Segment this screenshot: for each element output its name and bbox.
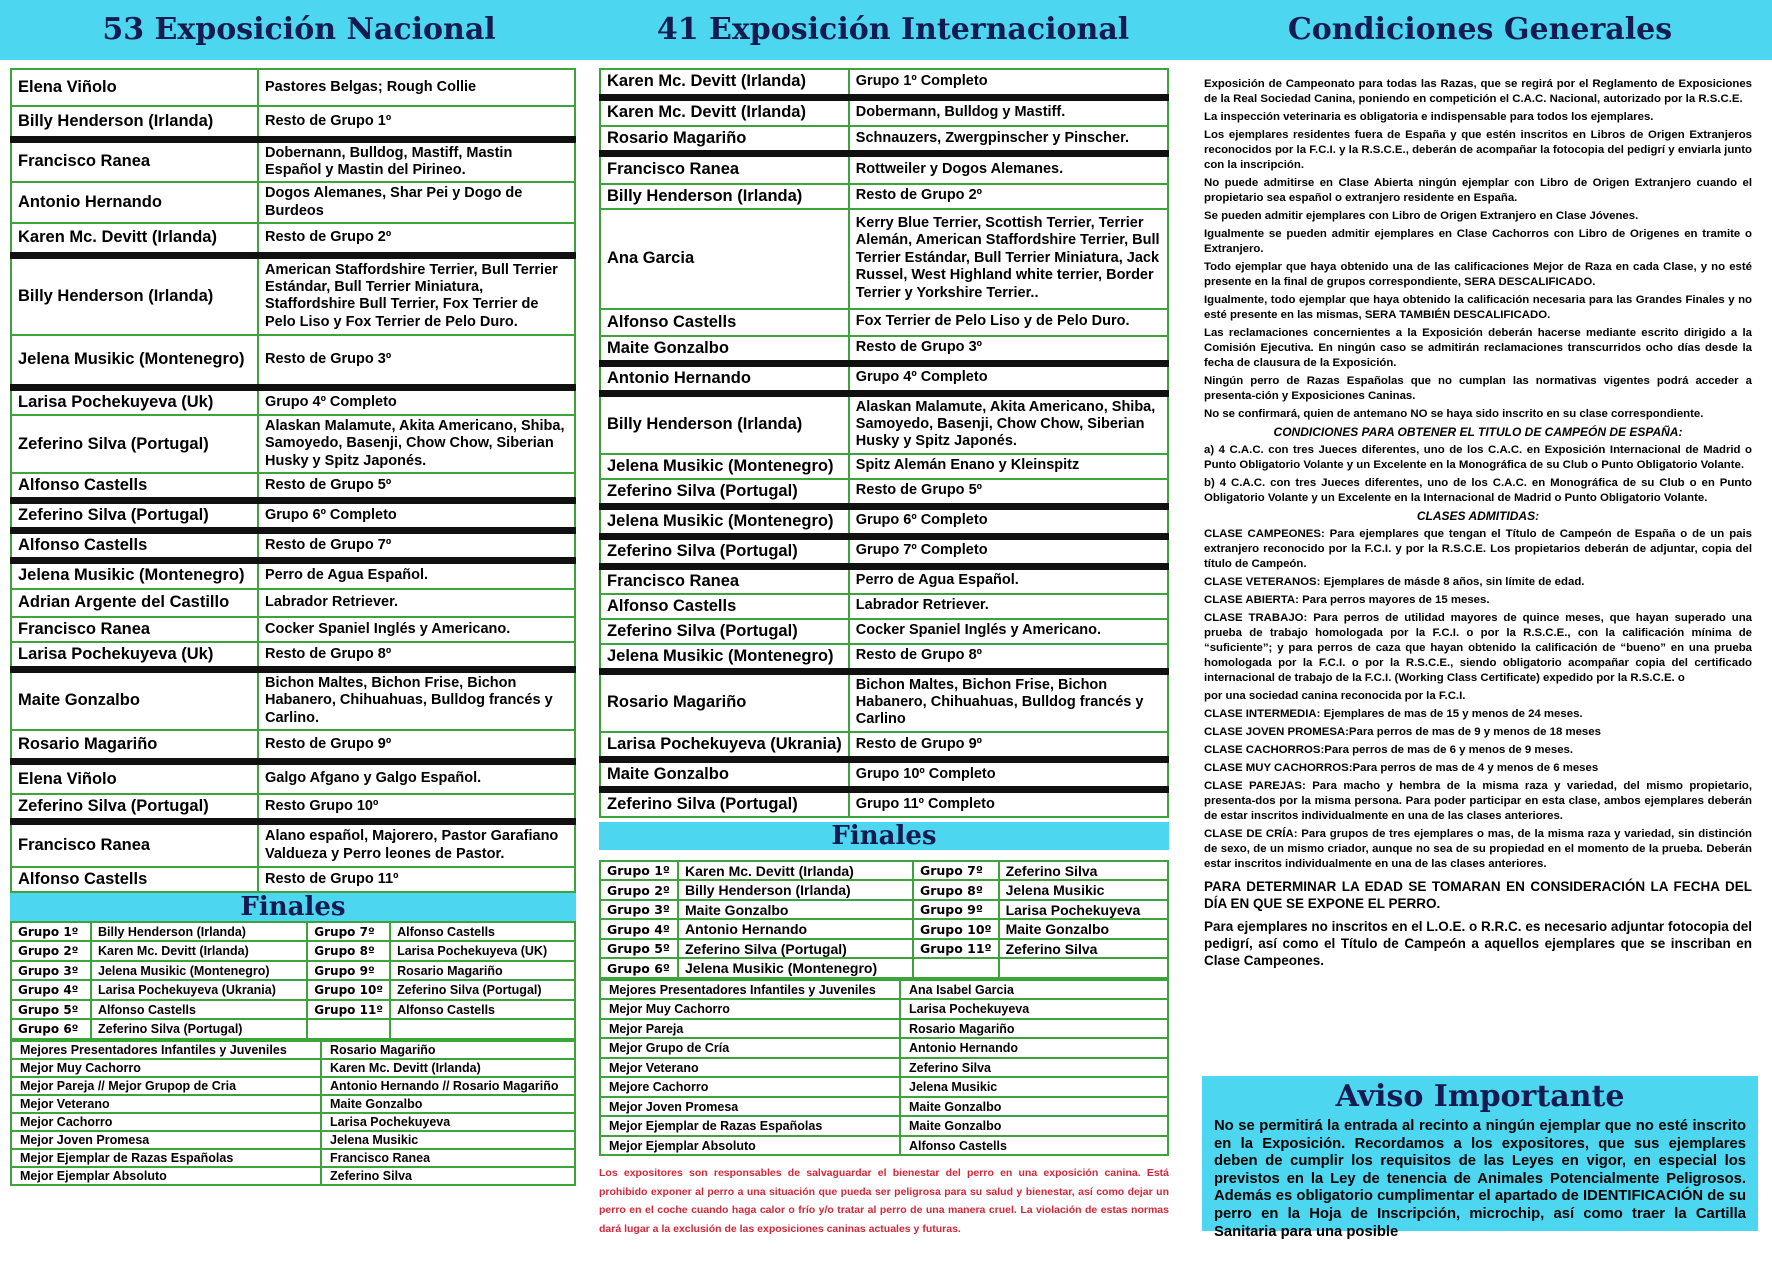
mejor-winner: Maite Gonzalbo [900, 1097, 1168, 1117]
judge-row [11, 415, 575, 473]
judge-row [11, 822, 575, 867]
grupo-winner: Larisa Pochekuyeva [999, 900, 1168, 920]
mejor-category: Mejor Cachorro [11, 1113, 321, 1131]
finales-grupo-row [11, 941, 575, 961]
breed-assignment: Grupo 6º Completo [258, 501, 575, 531]
breed-assignment: Dogos Alemanes, Shar Pei y Dogo de Burdeos [258, 182, 575, 223]
nacional-header [0, 0, 598, 60]
grupo-label [307, 1019, 390, 1039]
judge-name: Jelena Musikic (Montenegro) [11, 335, 258, 387]
judge-name: Zeferino Silva (Portugal) [600, 789, 849, 817]
judge-name: Zeferino Silva (Portugal) [600, 536, 849, 566]
judge-row [600, 566, 1168, 594]
mejor-winner: Zeferino Silva [321, 1167, 575, 1185]
breed-assignment: Resto de Grupo 8º [258, 642, 575, 670]
grupo-label: Grupo 7º [307, 922, 390, 942]
finales-grupo-row [600, 919, 1168, 939]
nacional-column [10, 68, 576, 1186]
grupo-winner: Zeferino Silva (Portugal) [678, 939, 913, 959]
judge-row [600, 789, 1168, 817]
grupo-label: Grupo 11º [307, 1000, 390, 1020]
grupo-winner: Karen Mc. Devitt (Irlanda) [91, 941, 307, 961]
breed-assignment: Perro de Agua Español. [849, 566, 1168, 594]
judge-name: Billy Henderson (Irlanda) [11, 255, 258, 335]
mejor-category: Mejores Presentadores Infantiles y Juveniles [11, 1041, 321, 1059]
mejor-winner: Zeferino Silva [900, 1058, 1168, 1078]
judge-row [11, 182, 575, 223]
breed-assignment: Rottweiler y Dogos Alemanes. [849, 154, 1168, 184]
mejor-row [11, 1131, 575, 1149]
grupo-winner: Maite Gonzalbo [678, 900, 913, 920]
judge-name: Larisa Pochekuyeva (Uk) [11, 387, 258, 415]
grupo-label: Grupo 9º [307, 961, 390, 981]
judge-row [600, 479, 1168, 507]
condition-paragraph: CLASE INTERMEDIA: Ejemplares de mas de 15 y menos de 24 meses. [1204, 708, 1583, 720]
judge-row [600, 594, 1168, 619]
breed-assignment: Resto de Grupo 9º [258, 730, 575, 762]
mejor-category: Mejor Pareja // Mejor Grupop de Cria [11, 1077, 321, 1095]
mejor-winner: Antonio Hernando [900, 1038, 1168, 1058]
breed-assignment: Resto de Grupo 7º [258, 531, 575, 561]
judge-row [600, 671, 1168, 732]
mejor-winner: Jelena Musikic [321, 1131, 575, 1149]
mejor-winner: Antonio Hernando // Rosario Magariño [321, 1077, 575, 1095]
judge-row [600, 393, 1168, 454]
grupo-label: Grupo 5º [600, 939, 678, 959]
breed-assignment: Galgo Afgano y Galgo Español. [258, 762, 575, 794]
grupo-label: Grupo 1º [600, 861, 678, 881]
mejor-category: Mejor Joven Promesa [11, 1131, 321, 1149]
judge-name: Elena Viñolo [11, 762, 258, 794]
condiciones-header [1188, 0, 1772, 60]
condition-paragraph: No puede admitirse en Clase Abierta ningún ejemplar con Libro de Origen Extranjero cuando el propietario sea español o extranjero residente en España. [1204, 177, 1752, 204]
mejor-category: Mejor Veterano [600, 1058, 900, 1078]
judge-name: Billy Henderson (Irlanda) [600, 184, 849, 209]
mejor-category: Mejor Ejemplar de Razas Españolas [11, 1149, 321, 1167]
judge-row [11, 730, 575, 762]
judge-name: Zeferino Silva (Portugal) [600, 619, 849, 644]
grupo-label: Grupo 11º [913, 939, 999, 959]
judge-name: Alfonso Castells [11, 531, 258, 561]
aviso-title: Aviso Importante [1335, 1079, 1625, 1114]
grupo-label: Grupo 8º [913, 880, 999, 900]
judge-name: Ana Garcia [600, 209, 849, 309]
judge-row [11, 794, 575, 822]
judge-name: Francisco Ranea [11, 139, 258, 182]
judge-row [11, 223, 575, 255]
judge-row [600, 363, 1168, 393]
mejor-category: Mejor Ejemplar de Razas Españolas [600, 1116, 900, 1136]
mejor-category: Mejor Ejemplar Absoluto [11, 1167, 321, 1185]
condition-paragraph: CLASE MUY CACHORROS:Para perros de mas de 4 y menos de 6 meses [1204, 762, 1599, 774]
condiciones-text [1204, 77, 1752, 972]
condition-paragraph: Igualmente, todo ejemplar que haya obtenido la calificación necesaria para las Grandes Finales y no esté presente en las mismas, SERA TAMBIÉN DESCALIFICADO. [1204, 294, 1752, 321]
grupo-label: Grupo 8º [307, 941, 390, 961]
condition-paragraph: CLASE DE CRÍA: Para grupos de tres ejemplares o mas, de la misma raza y variedad, sin distinción de sexo, de un mismo criador, aunque no sea de su propiedad en el momento de la prueba. Deberán estar inscritos individualmente en una de las clases anteriores. [1204, 828, 1752, 870]
mejor-category: Mejores Presentadores Infantiles y Juveniles [600, 980, 900, 1000]
internacional-header [598, 0, 1188, 60]
internacional-mejores-table [599, 979, 1169, 1157]
mejor-row [11, 1077, 575, 1095]
judge-row [600, 506, 1168, 536]
grupo-winner: Antonio Hernando [678, 919, 913, 939]
mejor-row [600, 1116, 1168, 1136]
finales-grupo-row [11, 922, 575, 942]
breed-assignment: Resto de Grupo 3º [258, 335, 575, 387]
grupo-winner: Larisa Pochekuyeva (Ukrania) [91, 980, 307, 1000]
condition-paragraph: Ningún perro de Razas Españolas que no cumplan las normativas vigentes podrá acceder a presenta-ción y Exposiciones Caninas. [1204, 375, 1752, 402]
mejor-row [11, 1059, 575, 1077]
mejor-row [11, 1041, 575, 1059]
judge-row [11, 589, 575, 617]
mejor-category: Mejor Ejemplar Absoluto [600, 1136, 900, 1156]
judge-row [11, 867, 575, 892]
condition-paragraph: CONDICIONES PARA OBTENER EL TITULO DE CAMPEÓN DE ESPAÑA: [1273, 425, 1683, 439]
condition-paragraph: CLASE ABIERTA: Para perros mayores de 15 meses. [1204, 594, 1490, 606]
breed-assignment: Perro de Agua Español. [258, 561, 575, 589]
mejor-row [11, 1149, 575, 1167]
judge-name: Karen Mc. Devitt (Irlanda) [11, 223, 258, 255]
breed-assignment: Bichon Maltes, Bichon Frise, Bichon Habanero, Chihuahuas, Bulldog francés y Carlino. [258, 669, 575, 730]
breed-assignment: Grupo 7º Completo [849, 536, 1168, 566]
breed-assignment: Dobernann, Bulldog, Mastiff, Mastin Español y Mastin del Pirineo. [258, 139, 575, 182]
breed-assignment: Grupo 1º Completo [849, 69, 1168, 97]
grupo-winner: Billy Henderson (Irlanda) [678, 880, 913, 900]
grupo-label: Grupo 2º [11, 941, 91, 961]
nacional-finales-title: Finales [10, 893, 576, 921]
judge-row [11, 617, 575, 642]
grupo-label: Grupo 5º [11, 1000, 91, 1020]
condition-paragraph: a) 4 C.A.C. con tres Jueces diferentes, uno de los C.A.C. en Exposición Internacional de Madrid o Punto Obligatorio Volante y un Excelente en la Monográfica de su Club o Punto Obligatorio Volante. [1204, 444, 1752, 471]
breed-assignment: Resto de Grupo 11º [258, 867, 575, 892]
judge-name: Jelena Musikic (Montenegro) [600, 454, 849, 479]
breed-assignment: Cocker Spaniel Inglés y Americano. [258, 617, 575, 642]
breed-assignment: Labrador Retriever. [849, 594, 1168, 619]
mejor-row [600, 1058, 1168, 1078]
judge-name: Zeferino Silva (Portugal) [11, 415, 258, 473]
judge-name: Rosario Magariño [600, 671, 849, 732]
mejor-winner: Karen Mc. Devitt (Irlanda) [321, 1059, 575, 1077]
judge-row [11, 473, 575, 501]
judge-name: Alfonso Castells [11, 867, 258, 892]
nacional-judges-table [10, 68, 576, 893]
mejor-category: Mejore Cachorro [600, 1077, 900, 1097]
judge-name: Jelena Musikic (Montenegro) [600, 506, 849, 536]
condition-paragraph: Las reclamaciones concernientes a la Exposición deberán hacerse mediante escrito dirigido a la Comisión Ejecutiva. En ningún caso se admitirán reclamaciones transcurridos ocho días desde la fecha de clausura de la Exposición. [1204, 327, 1752, 369]
mejor-row [11, 1113, 575, 1131]
finales-grupo-row [600, 900, 1168, 920]
judge-name: Alfonso Castells [600, 594, 849, 619]
condition-paragraph: Exposición de Campeonato para todas las Razas, que se regirá por el Reglamento de Exposiciones de la Real Sociedad Canina, poniendo en competición el C.A.C. Nacional, autorizado por la R.S.C.E. [1204, 78, 1752, 105]
judge-row [600, 619, 1168, 644]
breed-assignment: Fox Terrier de Pelo Liso y de Pelo Duro. [849, 309, 1168, 336]
judge-name: Karen Mc. Devitt (Irlanda) [600, 69, 849, 97]
grupo-winner [999, 958, 1168, 978]
aviso-importante-box [1202, 1076, 1758, 1240]
judge-row [600, 184, 1168, 209]
breed-assignment: Resto de Grupo 2º [258, 223, 575, 255]
breed-assignment: Resto de Grupo 2º [849, 184, 1168, 209]
breed-assignment: Cocker Spaniel Inglés y Americano. [849, 619, 1168, 644]
judge-row [11, 255, 575, 335]
judge-row [600, 536, 1168, 566]
judge-name: Antonio Hernando [600, 363, 849, 393]
breed-assignment: Resto de Grupo 3º [849, 336, 1168, 364]
breed-assignment: Resto de Grupo 1º [258, 106, 575, 139]
judge-name: Zeferino Silva (Portugal) [11, 794, 258, 822]
breed-assignment: Alaskan Malamute, Akita Americano, Shiba, Samoyedo, Basenji, Chow Chow, Siberian Husky y Spitz Japonés. [258, 415, 575, 473]
grupo-winner: Maite Gonzalbo [999, 919, 1168, 939]
mejor-winner: Rosario Magariño [321, 1041, 575, 1059]
condition-paragraph: CLASE CACHORROS:Para perros de mas de 6 y menos de 9 meses. [1204, 744, 1574, 756]
breed-assignment: Grupo 4º Completo [849, 363, 1168, 393]
judge-row [600, 309, 1168, 336]
breed-assignment: Pastores Belgas; Rough Collie [258, 69, 575, 106]
condition-paragraph: CLASE TRABAJO: Para perros de utilidad mayores de quince meses, que hayan superado una prueba de trabajo homologada por la F.C.I. o por la R.S.C.E., con la calificación mínima de “suficiente”; y para perros de caza que hayan obtenido la calificación de “bueno” en una prueba homologada por la F.C.I. o por la R.S.C.E., siendo obligatorio acompañar copia del certificado internacional de trabajo de la F.C.I. (Working Class Certificate) expedido por la R.S.C.E. o [1204, 612, 1752, 684]
judge-row [600, 644, 1168, 672]
judge-name: Alfonso Castells [600, 309, 849, 336]
mejor-winner: Maite Gonzalbo [321, 1095, 575, 1113]
judge-row [600, 759, 1168, 789]
condition-paragraph: b) 4 C.A.C. con tres Jueces diferentes, uno de los C.A.C. en Monográfica de su Club o en Punto Obligatorio Volante y un Excelente en la Internacional de Madrid o Punto Obligatorio Volante. [1204, 477, 1752, 504]
condition-paragraph: Para ejemplares no inscritos en el L.O.E. o R.R.C. es necesario adjuntar fotocopia del pedigrí, así como el Título de Campeón a aquellos ejemplares que se inscriban en Clase Campeones. [1204, 919, 1752, 968]
internacional-judges-table [599, 68, 1169, 818]
condition-paragraph: por una sociedad canina reconocida por la F.C.I. [1204, 690, 1466, 702]
mejor-winner: Ana Isabel Garcia [900, 980, 1168, 1000]
internacional-finales-grupos-table [599, 860, 1169, 979]
judge-name: Larisa Pochekuyeva (Ukrania) [600, 732, 849, 760]
mejor-winner: Alfonso Castells [900, 1136, 1168, 1156]
judge-row [11, 669, 575, 730]
judge-row [600, 97, 1168, 126]
breed-assignment: Spitz Alemán Enano y Kleinspitz [849, 454, 1168, 479]
breed-assignment: Grupo 4º Completo [258, 387, 575, 415]
judge-name: Jelena Musikic (Montenegro) [600, 644, 849, 672]
breed-assignment: Grupo 11º Completo [849, 789, 1168, 817]
judge-name: Francisco Ranea [11, 822, 258, 867]
grupo-winner: Billy Henderson (Irlanda) [91, 922, 307, 942]
mejor-winner: Rosario Magariño [900, 1019, 1168, 1039]
mejor-category: Mejor Muy Cachorro [600, 999, 900, 1019]
finales-grupo-row [11, 961, 575, 981]
judge-name: Francisco Ranea [600, 566, 849, 594]
mejor-row [600, 980, 1168, 1000]
condition-paragraph: Todo ejemplar que haya obtenido una de las calificaciones Mejor de Raza en cada Clase, y no esté presente en la final de grupos correspondiente, SERA DESCALIFICADO. [1204, 261, 1752, 288]
finales-grupo-row [600, 958, 1168, 978]
grupo-label: Grupo 9º [913, 900, 999, 920]
grupo-winner: Zeferino Silva (Portugal) [390, 980, 575, 1000]
breed-assignment: Grupo 10º Completo [849, 759, 1168, 789]
mejor-category: Mejor Veterano [11, 1095, 321, 1113]
judge-name: Alfonso Castells [11, 473, 258, 501]
mejor-category: Mejor Grupo de Cría [600, 1038, 900, 1058]
judge-row [600, 154, 1168, 184]
finales-grupo-row [600, 880, 1168, 900]
grupo-winner [390, 1019, 575, 1039]
breed-assignment: Bichon Maltes, Bichon Frise, Bichon Habanero, Chihuahuas, Bulldog francés y Carlino [849, 671, 1168, 732]
judge-row [11, 762, 575, 794]
grupo-winner: Jelena Musikic (Montenegro) [678, 958, 913, 978]
grupo-winner: Zeferino Silva (Portugal) [91, 1019, 307, 1039]
mejor-row [11, 1095, 575, 1113]
grupo-winner: Alfonso Castells [91, 1000, 307, 1020]
judge-name: Francisco Ranea [11, 617, 258, 642]
breed-assignment: Resto de Grupo 5º [258, 473, 575, 501]
condition-paragraph: Se pueden admitir ejemplares con Libro de Origen Extranjero en Clase Jóvenes. [1204, 210, 1639, 222]
judge-row [600, 454, 1168, 479]
mejor-winner: Francisco Ranea [321, 1149, 575, 1167]
judge-name: Karen Mc. Devitt (Irlanda) [600, 97, 849, 126]
judge-row [11, 561, 575, 589]
mejor-row [600, 1019, 1168, 1039]
judge-name: Billy Henderson (Irlanda) [11, 106, 258, 139]
finales-grupo-row [11, 1000, 575, 1020]
judge-name: Larisa Pochekuyeva (Uk) [11, 642, 258, 670]
judge-row [11, 106, 575, 139]
judge-name: Maite Gonzalbo [600, 336, 849, 364]
aviso-text: No se permitirá la entrada al recinto a ningún ejemplar que no esté inscrito en la Exposición. Recordamos a los expositores, que sus ejemplares deben de cumplir los requisitos de las Leyes en vigor, en especial los previstos en la Ley de tenencia de Animales Potencialmente Peligrosos. Además es obligatorio cumplimentar el apartado de IDENTIFICACIÓN de su perro en la Hoja de Inscripción, microchip, así como traer la Cartilla Sanitaria para una posible [1214, 1118, 1746, 1240]
nacional-mejores-table [10, 1040, 576, 1186]
grupo-winner: Jelena Musikic [999, 880, 1168, 900]
judge-name: Zeferino Silva (Portugal) [11, 501, 258, 531]
judge-row [11, 642, 575, 670]
condition-paragraph: No se confirmará, quien de antemano NO se haya sido inscrito en su clase correspondiente. [1204, 408, 1704, 420]
nacional-finales-grupos-table [10, 921, 576, 1040]
bienestar-note: Los expositores son responsables de salvaguardar el bienestar del perro en una exposición canina. Está prohibido exponer al perro a una situación que pueda ser peligrosa para su salud y bienestar, así como dejar un perro en el coche cuando haga calor o frío y/o tratar al perro de una manera cruel. La violación de estas normas dará lugar a la exclusión de las exposiciones caninas actuales y futuras. [599, 1167, 1169, 1235]
grupo-label: Grupo 10º [307, 980, 390, 1000]
judge-row [600, 209, 1168, 309]
grupo-winner: Alfonso Castells [390, 922, 575, 942]
breed-assignment: Schnauzers, Zwergpinscher y Pinscher. [849, 126, 1168, 154]
mejor-row [600, 1097, 1168, 1117]
judge-name: Jelena Musikic (Montenegro) [11, 561, 258, 589]
grupo-label: Grupo 10º [913, 919, 999, 939]
judge-name: Zeferino Silva (Portugal) [600, 479, 849, 507]
grupo-winner: Karen Mc. Devitt (Irlanda) [678, 861, 913, 881]
finales-grupo-row [11, 1019, 575, 1039]
judge-row [11, 69, 575, 106]
mejor-row [600, 1136, 1168, 1156]
breed-assignment: Resto Grupo 10º [258, 794, 575, 822]
judge-row [600, 126, 1168, 154]
breed-assignment: Grupo 6º Completo [849, 506, 1168, 536]
internacional-finales-title: Finales [599, 822, 1169, 850]
condition-paragraph: CLASES ADMITIDAS: [1416, 509, 1540, 523]
judge-name: Antonio Hernando [11, 182, 258, 223]
condiciones-title: Condiciones Generales [1287, 12, 1673, 47]
condition-paragraph: CLASE PAREJAS: Para macho y hembra de la misma raza y variedad, del mismo propietario, presenta-dos por la misma persona. Para poder participar en esta clase, ambos ejemplares deberán de estar inscritos individualmente en una de las clases anteriores. [1204, 780, 1752, 822]
finales-grupo-row [600, 861, 1168, 881]
grupo-winner: Jelena Musikic (Montenegro) [91, 961, 307, 981]
mejor-category: Mejor Pareja [600, 1019, 900, 1039]
judge-row [11, 335, 575, 387]
judge-row [600, 69, 1168, 97]
grupo-winner: Larisa Pochekuyeva (UK) [390, 941, 575, 961]
mejor-winner: Jelena Musikic [900, 1077, 1168, 1097]
mejor-winner: Larisa Pochekuyeva [321, 1113, 575, 1131]
condition-paragraph: CLASE VETERANOS: Ejemplares de másde 8 años, sin límite de edad. [1204, 576, 1585, 588]
grupo-label: Grupo 7º [913, 861, 999, 881]
breed-assignment: Dobermann, Bulldog y Mastiff. [849, 97, 1168, 126]
judge-row [600, 336, 1168, 364]
breed-assignment: American Staffordshire Terrier, Bull Terrier Estándar, Bull Terrier Miniatura, Staffordshire Bull Terrier, Fox Terrier de Pelo Liso y Fox Terrier de Pelo Duro. [258, 255, 575, 335]
judge-name: Maite Gonzalbo [11, 669, 258, 730]
mejor-winner: Maite Gonzalbo [900, 1116, 1168, 1136]
condition-paragraph: La inspección veterinaria es obligatoria e indispensable para todos los ejemplares. [1204, 111, 1654, 123]
grupo-label: Grupo 6º [11, 1019, 91, 1039]
grupo-winner: Alfonso Castells [390, 1000, 575, 1020]
grupo-label [913, 958, 999, 978]
grupo-winner: Zeferino Silva [999, 861, 1168, 881]
grupo-label: Grupo 4º [11, 980, 91, 1000]
mejor-category: Mejor Muy Cachorro [11, 1059, 321, 1077]
judge-name: Rosario Magariño [600, 126, 849, 154]
mejor-category: Mejor Joven Promesa [600, 1097, 900, 1117]
judge-row [11, 139, 575, 182]
grupo-label: Grupo 6º [600, 958, 678, 978]
internacional-title: 41 Exposición Internacional [656, 12, 1130, 47]
breed-assignment: Alano español, Majorero, Pastor Garafiano Valdueza y Perro leones de Pastor. [258, 822, 575, 867]
judge-row [11, 387, 575, 415]
mejor-row [11, 1167, 575, 1185]
judge-name: Rosario Magariño [11, 730, 258, 762]
finales-grupo-row [600, 939, 1168, 959]
mejor-row [600, 999, 1168, 1019]
judge-name: Billy Henderson (Irlanda) [600, 393, 849, 454]
grupo-label: Grupo 1º [11, 922, 91, 942]
breed-assignment: Labrador Retriever. [258, 589, 575, 617]
finales-grupo-row [11, 980, 575, 1000]
condition-paragraph: CLASE CAMPEONES: Para ejemplares que tengan el Título de Campeón de España o de un pais extranjero reconocido por la F.C.I. y por la R.S.C.E. Los propietarios deberán de adjuntar, copia del título de Campeón. [1204, 528, 1752, 570]
grupo-label: Grupo 3º [11, 961, 91, 981]
judge-name: Adrian Argente del Castillo [11, 589, 258, 617]
condition-paragraph: CLASE JOVEN PROMESA:Para perros de mas de 9 y menos de 18 meses [1204, 726, 1601, 738]
condition-paragraph: Los ejemplares residentes fuera de España y que estén inscritos en Libros de Origen Extranjeros reconocidos por la F.C.I. y la R.S.C.E., deberán de acompañar la fotocopia del pedigrí y enviarla junto con la inscripción. [1204, 129, 1752, 171]
judge-row [600, 732, 1168, 760]
grupo-label: Grupo 4º [600, 919, 678, 939]
grupo-label: Grupo 2º [600, 880, 678, 900]
grupo-label: Grupo 3º [600, 900, 678, 920]
breed-assignment: Resto de Grupo 5º [849, 479, 1168, 507]
judge-row [11, 531, 575, 561]
breed-assignment: Alaskan Malamute, Akita Americano, Shiba, Samoyedo, Basenji, Chow Chow, Siberian Husky y Spitz Japonés. [849, 393, 1168, 454]
mejor-row [600, 1077, 1168, 1097]
judge-name: Francisco Ranea [600, 154, 849, 184]
condition-paragraph: PARA DETERMINAR LA EDAD SE TOMARAN EN CONSIDERACIÓN LA FECHA DEL DÍA EN QUE SE EXPONE EL PERRO. [1204, 879, 1752, 911]
breed-assignment: Resto de Grupo 8º [849, 644, 1168, 672]
mejor-row [600, 1038, 1168, 1058]
mejor-winner: Larisa Pochekuyeva [900, 999, 1168, 1019]
condition-paragraph: Igualmente se pueden admitir ejemplares en Clase Cachorros con Libro de Origenes en tramite o Extranjero. [1204, 228, 1752, 255]
internacional-column [599, 68, 1169, 1238]
breed-assignment: Kerry Blue Terrier, Scottish Terrier, Terrier Alemán, American Staffordshire Terrier, Bull Terrier Estándar, Bull Terrier Miniatura, Jack Russel, West Highland white terrier, Border Terrier y Yorkshire Terrier.. [849, 209, 1168, 309]
judge-name: Maite Gonzalbo [600, 759, 849, 789]
grupo-winner: Rosario Magariño [390, 961, 575, 981]
breed-assignment: Resto de Grupo 9º [849, 732, 1168, 760]
judge-row [11, 501, 575, 531]
grupo-winner: Zeferino Silva [999, 939, 1168, 959]
judge-name: Elena Viñolo [11, 69, 258, 106]
nacional-title: 53 Exposición Nacional [102, 12, 496, 47]
